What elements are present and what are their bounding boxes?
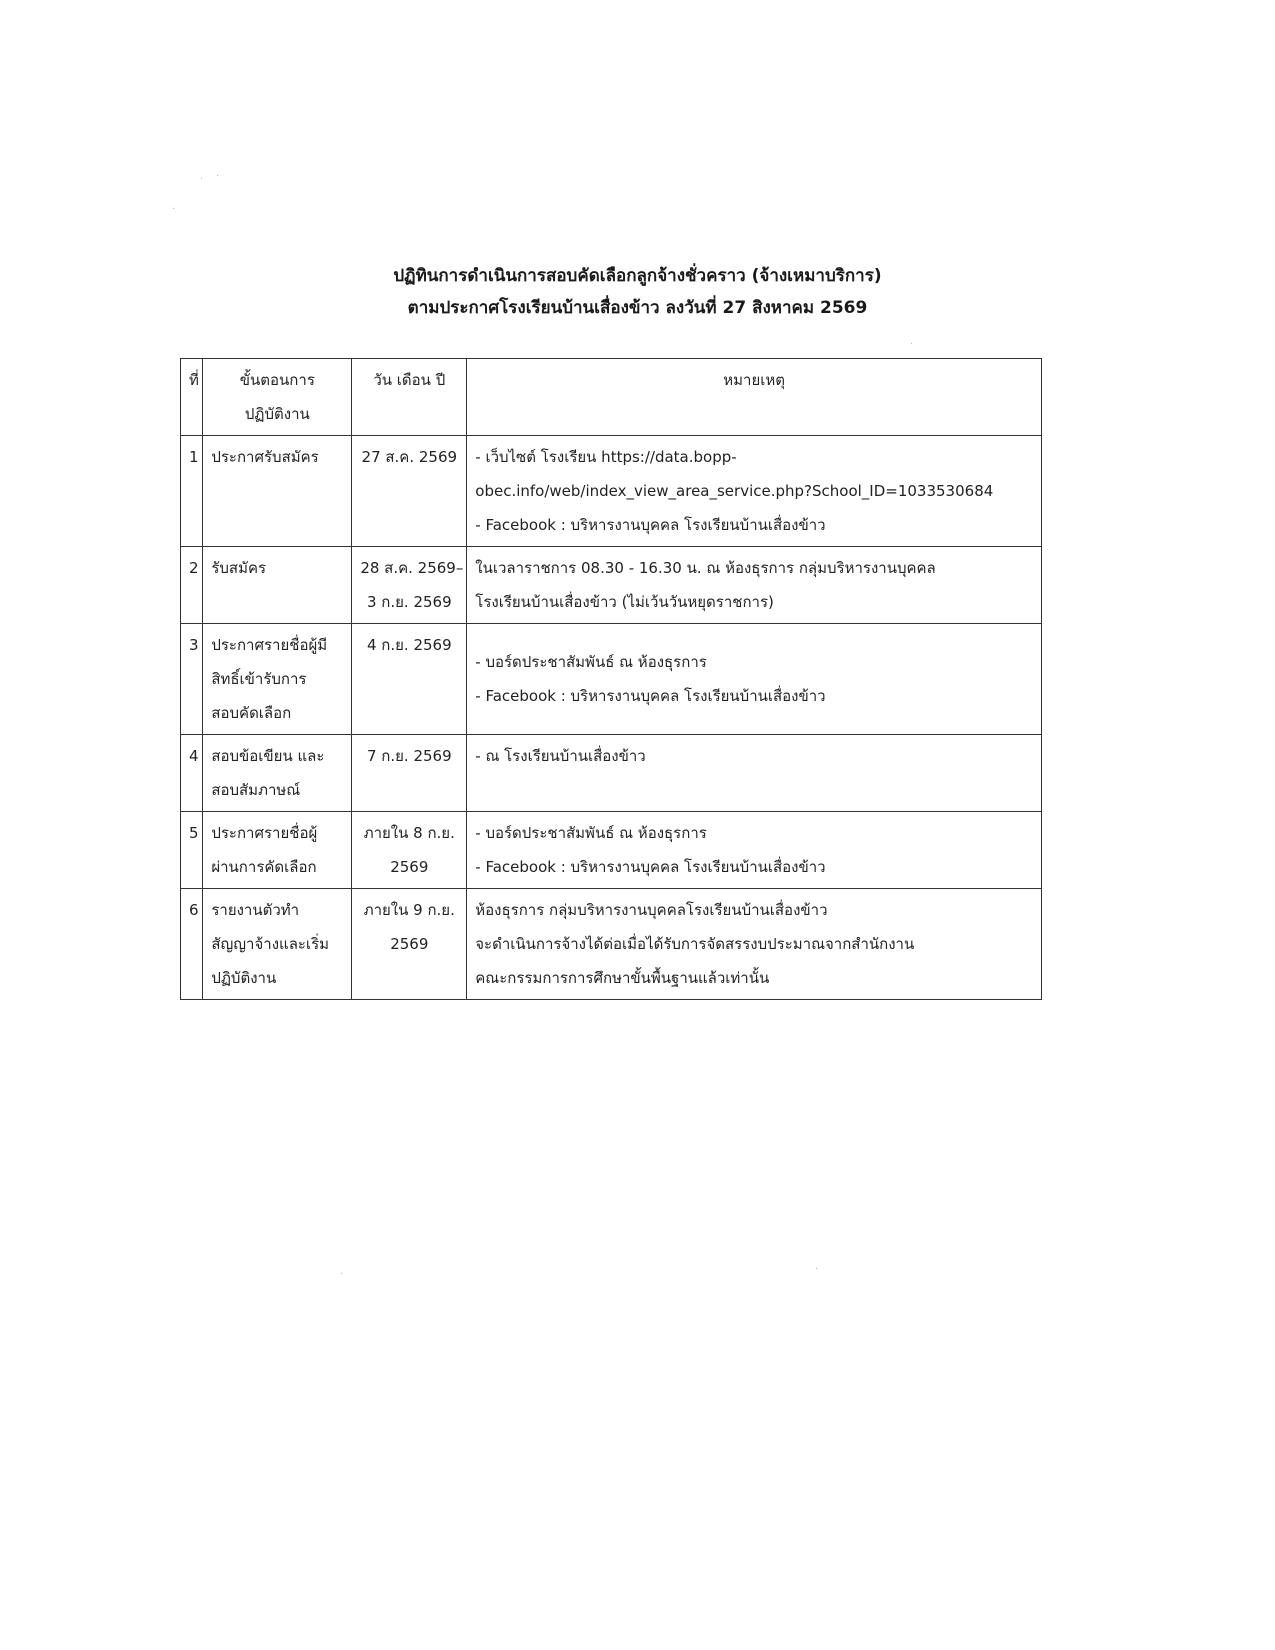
note-text: ห้องธุรการ กลุ่มบริหารงานบุคคลโรงเรียนบ้านเสื่องข้าว [475, 901, 828, 919]
date-text: 2569 [390, 935, 429, 953]
note-text: - เว็บไซต์ โรงเรียน https://data.bopp- [475, 448, 737, 466]
note-text: - Facebook : บริหารงานบุคคล โรงเรียนบ้านเสื่องข้าว [475, 516, 826, 534]
table-row [181, 624, 1042, 735]
row-number: 1 [181, 436, 203, 547]
header-step-line-1: ขั้นตอนการ [239, 371, 315, 389]
note-text: - บอร์ดประชาสัมพันธ์ ณ ห้องธุรการ [475, 824, 707, 842]
table-row [181, 812, 1042, 889]
note-text: - บอร์ดประชาสัมพันธ์ ณ ห้องธุรการ [475, 653, 707, 671]
scan-speck: · [340, 1269, 344, 1280]
row-date [352, 547, 467, 624]
header-date: วัน เดือน ปี [352, 359, 467, 436]
step-text: ประกาศรายชื่อผู้มี [211, 636, 328, 654]
table-header-row [181, 359, 1042, 436]
note-text: ในเวลาราชการ 08.30 - 16.30 น. ณ ห้องธุรการ กลุ่มบริหารงานบุคคล [475, 559, 936, 577]
row-number: 2 [181, 547, 203, 624]
row-step [203, 735, 352, 812]
row-step [203, 812, 352, 889]
header-no: ที่ [181, 359, 203, 436]
header-note: หมายเหตุ [467, 359, 1042, 436]
note-text: - ณ โรงเรียนบ้านเสื่องข้าว [475, 747, 646, 765]
step-text: สอบข้อเขียน และ [211, 747, 325, 765]
scan-speck: · [910, 339, 914, 350]
date-text: ภายใน 9 ก.ย. [363, 901, 455, 919]
title-line-1: ปฏิทินการดำเนินการสอบคัดเลือกลูกจ้างชั่วคราว (จ้างเหมาบริการ) [393, 266, 882, 286]
row-step [203, 436, 352, 547]
header-step [203, 359, 352, 436]
step-text: ประกาศรายชื่อผู้ [211, 824, 318, 842]
document-title [0, 260, 1275, 324]
row-step [203, 547, 352, 624]
date-text: 27 ส.ค. 2569 [361, 448, 458, 466]
row-note [467, 436, 1042, 547]
row-note [467, 547, 1042, 624]
date-text: 28 ส.ค. 2569– [360, 559, 464, 577]
header-step-line-2: ปฏิบัติงาน [244, 405, 310, 423]
row-number: 5 [181, 812, 203, 889]
table-row [181, 547, 1042, 624]
step-text: สอบสัมภาษณ์ [211, 781, 301, 799]
step-text: ผ่านการคัดเลือก [211, 858, 317, 876]
date-text: 2569 [390, 858, 429, 876]
scan-speck: · [815, 1264, 819, 1275]
step-text: สิทธิ์เข้ารับการ [211, 670, 307, 688]
step-text: รับสมัคร [211, 559, 267, 577]
row-date [352, 624, 467, 735]
note-text: คณะกรรมการการศึกษาขั้นพื้นฐานแล้วเท่านั้น [475, 969, 770, 987]
row-date [352, 812, 467, 889]
table-row [181, 735, 1042, 812]
date-text: 7 ก.ย. 2569 [366, 747, 452, 765]
row-number: 3 [181, 624, 203, 735]
row-note [467, 812, 1042, 889]
row-date [352, 436, 467, 547]
step-text: สัญญาจ้างและเริ่ม [211, 935, 330, 953]
table-row [181, 889, 1042, 1000]
note-text: - Facebook : บริหารงานบุคคล โรงเรียนบ้านเสื่องข้าว [475, 858, 826, 876]
note-text: - Facebook : บริหารงานบุคคล โรงเรียนบ้านเสื่องข้าว [475, 687, 826, 705]
row-note [467, 889, 1042, 1000]
date-text: ภายใน 8 ก.ย. [363, 824, 455, 842]
step-text: สอบคัดเลือก [211, 704, 292, 722]
row-date [352, 889, 467, 1000]
title-line-2: ตามประกาศโรงเรียนบ้านเสื่องข้าว ลงวันที่ 27 สิงหาคม 2569 [407, 298, 868, 318]
step-text: ปฏิบัติงาน [211, 969, 277, 987]
step-text: ประกาศรับสมัคร [211, 448, 319, 466]
scan-speck: · [216, 171, 220, 182]
step-text: รายงานตัวทำ [211, 901, 300, 919]
date-text: 4 ก.ย. 2569 [366, 636, 452, 654]
row-note [467, 624, 1042, 735]
schedule-table [180, 358, 1042, 1000]
row-step [203, 889, 352, 1000]
note-text: โรงเรียนบ้านเสื่องข้าว (ไม่เว้นวันหยุดราชการ) [475, 593, 774, 611]
row-number: 4 [181, 735, 203, 812]
scan-speck: · [200, 174, 204, 185]
row-number: 6 [181, 889, 203, 1000]
scan-speck: · [172, 204, 176, 215]
note-text: จะดำเนินการจ้างได้ต่อเมื่อได้รับการจัดสรรงบประมาณจากสำนักงาน [475, 935, 915, 953]
row-step [203, 624, 352, 735]
date-text: 3 ก.ย. 2569 [366, 593, 452, 611]
note-url-text: obec.info/web/index_view_area_service.php?School_ID=1033530684 [475, 482, 994, 500]
row-date [352, 735, 467, 812]
row-note [467, 735, 1042, 812]
table-row [181, 436, 1042, 547]
